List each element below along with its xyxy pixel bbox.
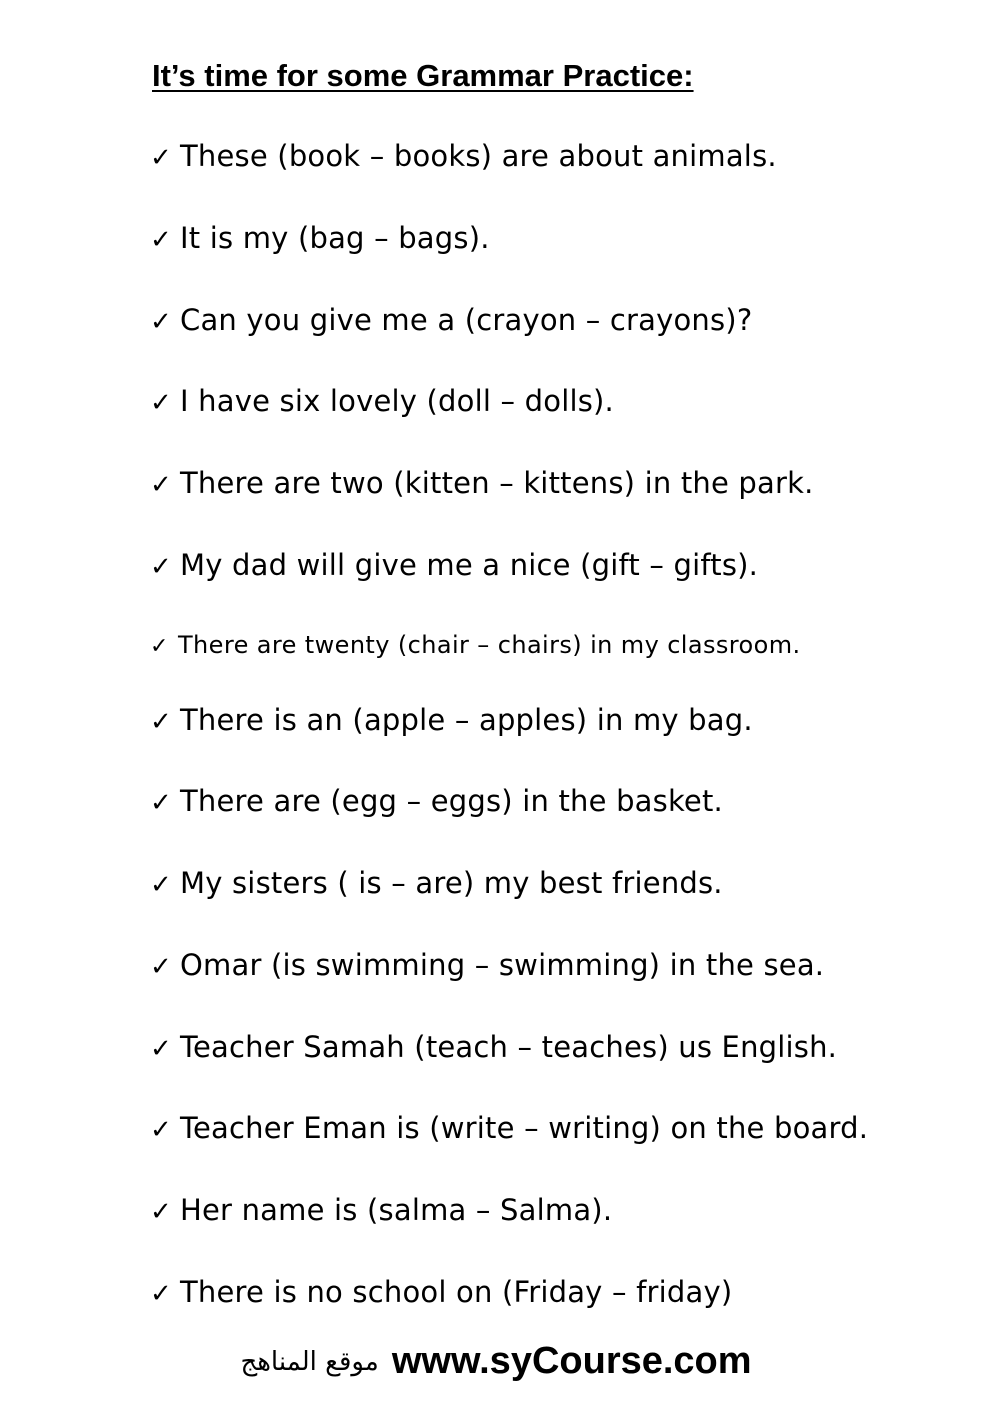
list-item	[150, 1272, 732, 1314]
sentence-text: There are (egg – eggs) in the basket.	[180, 784, 723, 818]
check-mark-icon: ✓	[150, 870, 172, 900]
check-mark-icon: ✓	[150, 1034, 172, 1064]
list-item	[150, 1190, 612, 1232]
sentence-text: There are twenty (chair – chairs) in my classroom.	[178, 631, 801, 659]
list-item	[150, 463, 814, 505]
sentence-text: There is an (apple – apples) in my bag.	[180, 703, 753, 737]
check-mark-icon: ✓	[150, 634, 169, 659]
sentence-text: Can you give me a (crayon – crayons)?	[180, 303, 753, 337]
list-item	[150, 625, 801, 667]
check-mark-icon: ✓	[150, 1197, 172, 1227]
sentence-text: Omar (is swimming – swimming) in the sea.	[180, 948, 825, 982]
sentence-text: Her name is (salma – Salma).	[180, 1193, 613, 1227]
check-mark-icon: ✓	[150, 552, 172, 582]
check-mark-icon: ✓	[150, 470, 172, 500]
sentence-text: My sisters ( is – are) my best friends.	[180, 866, 723, 900]
check-mark-icon: ✓	[150, 388, 172, 418]
list-item	[150, 218, 490, 260]
list-item	[150, 945, 824, 987]
check-mark-icon: ✓	[150, 143, 172, 173]
footer	[0, 1340, 992, 1383]
check-mark-icon: ✓	[150, 952, 172, 982]
list-item	[150, 700, 753, 742]
check-mark-icon: ✓	[150, 707, 172, 737]
list-item	[150, 1027, 837, 1069]
sentence-text: These (book – books) are about animals.	[180, 139, 777, 173]
check-mark-icon: ✓	[150, 1115, 172, 1145]
sentence-text: Teacher Eman is (write – writing) on the board.	[180, 1111, 869, 1145]
list-item	[150, 136, 777, 178]
sentence-text: There are two (kitten – kittens) in the park.	[180, 466, 814, 500]
check-mark-icon: ✓	[150, 307, 172, 337]
check-mark-icon: ✓	[150, 225, 172, 255]
list-item	[150, 381, 614, 423]
list-item	[150, 300, 752, 342]
sentence-text: I have six lovely (doll – dolls).	[180, 384, 614, 418]
check-mark-icon: ✓	[150, 788, 172, 818]
list-item	[150, 545, 758, 587]
list-item	[150, 863, 723, 905]
list-item	[150, 1108, 868, 1150]
sentence-text: My dad will give me a nice (gift – gifts).	[180, 548, 759, 582]
sentence-text: Teacher Samah (teach – teaches) us English.	[180, 1030, 838, 1064]
page-title: It’s time for some Grammar Practice:	[152, 58, 694, 93]
check-mark-icon: ✓	[150, 1279, 172, 1309]
sentence-text: It is my (bag – bags).	[180, 221, 490, 255]
sentence-text: There is no school on (Friday – friday)	[180, 1275, 733, 1309]
footer-arabic-label: موقع المناهج	[240, 1346, 379, 1377]
list-item	[150, 781, 723, 823]
footer-website-link[interactable]: www.syCourse.com	[391, 1340, 752, 1382]
